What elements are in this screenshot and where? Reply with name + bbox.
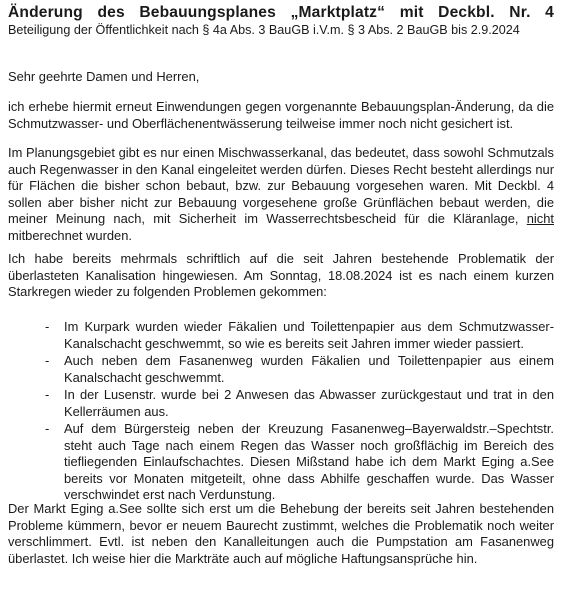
list-dash: - — [45, 319, 50, 334]
list-item-text: Im Kurpark wurden wieder Fäkalien und Toilettenpapier aus dem Schmutzwasser-Kanalschacht geschwemmt, so wie es bereits seit Jahren immer wieder passiert. — [64, 319, 554, 351]
paragraph-objection: ich erhebe hiermit erneut Einwendungen gegen vorgenannte Bebauungsplan-Änderung, da die Schmutzwasser- und Oberflächenentwässerung teilweise immer noch nicht gesichert ist. — [8, 99, 554, 131]
paragraph-mixed-sewer — [8, 145, 554, 244]
underlined-emphasis: nicht — [526, 211, 554, 226]
paragraph-mixed-sewer-text: Im Planungsgebiet gibt es nur einen Mischwasserkanal, das bedeutet, dass sowohl Schmutzals auch Regenwasser in den Kanal eingeleitet werden dürfen. Dieses Recht besteht allerdings nur für Flächen die bisher schon bebaut, bzw. zur Bebauung vorgesehen waren. Mit Deckbl. 4 sollen aber bisher nicht zur Bebauung vorgesehene große Grünflächen bebaut werden, die meiner Meinung nach, mit Sicherheit im Wasserrechtsbescheid für die Kläranlage, — [8, 145, 554, 226]
list-item-text: Auf dem Bürgersteig neben der Kreuzung Fasanenweg–Bayerwaldstr.–Spechtstr. steht auch Tage nach einem Regen das Wasser noch großflächig im Bereich des tiefliegenden Einlaufschachtes. Diesen Mißstand habe ich dem Markt Eging a.See bereits vor Monaten mitgeteilt, ohne dass Abhilfe geschaffen wurde. Das Wasser verschwindet erst nach Verdunstung. — [64, 421, 554, 502]
problem-list — [8, 319, 554, 505]
document-subtitle: Beteiligung der Öffentlichkeit nach § 4a Abs. 3 BauGB i.V.m. § 3 Abs. 2 BauGB bis 2.9.2024 — [8, 23, 520, 37]
list-item-text: Auch neben dem Fasanenweg wurden Fäkalien und Toilettenpapier aus einem Kanalschacht geschwemmt. — [64, 353, 554, 385]
paragraph-mixed-sewer-end: mitberechnet wurden. — [8, 227, 132, 243]
list-item — [8, 421, 554, 504]
paragraph-conclusion: Der Markt Eging a.See sollte sich erst um die Behebung der bereits seit Jahren bestehenden Probleme kümmern, bevor er neuem Baurecht zustimmt, welches die Problematik noch weiter verschlimmert. Evtl. ist neben den Kanalleitungen auch die Pumpstation am Fasanenweg überlastet. Ich weise hier die Markträte auch auf mögliche Haftungsansprüche hin. — [8, 501, 554, 566]
list-item — [8, 353, 554, 386]
list-dash: - — [45, 353, 50, 368]
list-dash: - — [45, 387, 50, 402]
list-item — [8, 319, 554, 352]
list-dash: - — [45, 421, 50, 436]
document-title: Änderung des Bebauungsplanes „Marktplatz“ mit Deckbl. Nr. 4 — [8, 4, 554, 21]
salutation: Sehr geehrte Damen und Herren, — [8, 69, 200, 84]
paragraph-overloaded-sewer: Ich habe bereits mehrmals schriftlich auf die seit Jahren bestehende Problematik der überlasteten Kanalisation hingewiesen. Am Sonntag, 18.08.2024 ist es nach einem kurzen Starkregen wieder zu folgenden Problemen gekommen: — [8, 251, 554, 299]
list-item — [8, 387, 554, 420]
list-item-text: In der Lusenstr. wurde bei 2 Anwesen das Abwasser zurückgestaut und trat in den Kellerräumen aus. — [64, 387, 554, 419]
